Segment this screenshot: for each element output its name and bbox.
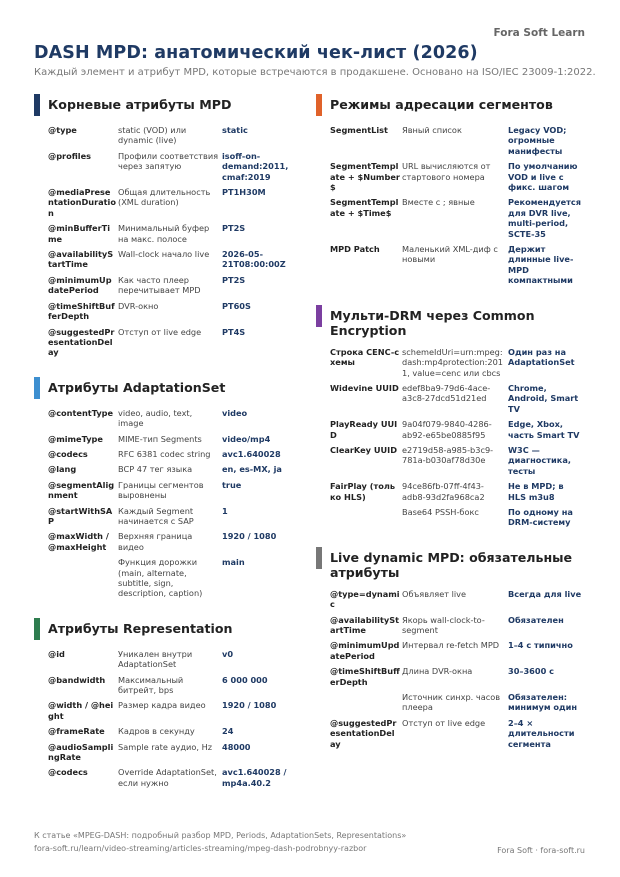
attribute-description: Каждый Segment начинается с SAP [118, 505, 194, 526]
attribute-description: Base64 PSSH-бокс [402, 506, 479, 517]
attribute-value: 1–4 с типично [508, 640, 573, 651]
attribute-description: Отступ от live edge [118, 326, 202, 337]
attribute-description: Кадров в секунду [118, 726, 195, 737]
attribute-description: 94ce86fb-07ff-4f43-adb8-93d2fa968ca2 [402, 481, 485, 502]
table-row [34, 506, 304, 532]
footer [34, 829, 406, 855]
attribute-value: avc1.640028 [222, 448, 281, 459]
section-accent-bar [316, 547, 322, 569]
attribute-value: Один раз на AdaptationSet [508, 346, 575, 368]
attribute-description: Как часто плеер перечитывает MPD [118, 274, 201, 296]
attribute-name: PlayReady UUID [330, 419, 398, 440]
attribute-name: @segmentAlignment [48, 479, 115, 501]
attribute-description: Минимальный буфер на макс. полосе [118, 223, 210, 244]
attribute-name: @maxWidth / @maxHeight [48, 531, 109, 552]
attribute-value: 6 000 000 [222, 674, 268, 685]
attribute-value: 24 [222, 726, 234, 737]
section-addressing [316, 94, 586, 291]
table-row [316, 161, 586, 197]
attribute-value: 1 [222, 505, 228, 516]
table-row [34, 726, 304, 741]
table-row [34, 464, 304, 479]
attribute-description: URL вычисляются от стартового номера [402, 161, 491, 182]
table-row [316, 197, 586, 244]
table-row [34, 275, 304, 301]
attribute-name: FairPlay (только HLS) [330, 481, 396, 502]
section-header [316, 305, 586, 338]
attribute-description: Длина DVR-окна [402, 666, 473, 677]
attribute-name: @profiles [48, 150, 92, 161]
attribute-value: static [222, 125, 248, 135]
attribute-description: Источник синхр. часов плеера [402, 692, 501, 713]
table-row [34, 480, 304, 506]
attribute-description: Явный список [402, 125, 462, 135]
attribute-name: @mimeType [48, 433, 103, 444]
attribute-name: @codecs [48, 448, 88, 459]
attribute-name: @timeShiftBufferDepth [330, 666, 400, 687]
attribute-value: PT2S [222, 223, 246, 234]
section-representation [34, 618, 304, 793]
left-column [34, 94, 304, 807]
attribute-table [34, 125, 304, 363]
table-row [34, 249, 304, 275]
attribute-value: 2–4 × длительности сегмента [508, 717, 575, 749]
attribute-name: @timeShiftBufferDepth [48, 300, 115, 322]
page-subtitle: Каждый элемент и атрибут MPD, которые встречаются в продакшене. Основано на ISO/IEC 23009-1:2022. [34, 67, 596, 78]
attribute-value: 30–3600 с [508, 666, 554, 677]
table-row [316, 718, 586, 754]
attribute-name: @startWithSAP [48, 505, 113, 526]
attribute-value: 48000 [222, 741, 251, 752]
attribute-value: 1920 / 1080 [222, 531, 277, 542]
section-header [316, 94, 586, 116]
table-row [316, 383, 586, 419]
attribute-value: PT60S [222, 300, 251, 311]
section-title: Атрибуты AdaptationSet [48, 379, 226, 395]
attribute-name: Widevine UUID [330, 382, 399, 393]
table-row [316, 481, 586, 507]
attribute-name: SegmentTemplate + $Time$ [330, 197, 399, 218]
table-row [34, 434, 304, 449]
attribute-description: RFC 6381 codec string [118, 448, 211, 459]
attribute-description: DVR-окно [118, 300, 159, 311]
section-header [34, 377, 304, 399]
section-title: Корневые атрибуты MPD [48, 97, 232, 112]
table-row [316, 589, 586, 615]
table-row [34, 742, 304, 768]
attribute-name [316, 507, 402, 533]
attribute-description: BCP 47 тег языка [118, 464, 193, 475]
attribute-name: @width / @height [48, 700, 114, 721]
attribute-description: Общая длительность (XML duration) [118, 187, 211, 208]
brand-label: Fora Soft Learn [493, 27, 585, 39]
section-title: Атрибуты Representation [48, 620, 233, 636]
attribute-value: W3C — диагностика, тесты [508, 444, 571, 476]
attribute-value: По умолчанию VOD и live с фикс. шагом [508, 161, 578, 193]
section-header [316, 547, 586, 580]
attribute-value: Рекомендуется для DVR live, multi-period, SCTE-35 [508, 197, 581, 239]
table-row [34, 767, 304, 793]
attribute-description: Объявляет live [402, 588, 467, 599]
footer-url: fora-soft.ru/learn/video-streaming/articles-streaming/mpeg-dash-podrobnyy-razbor [34, 844, 367, 853]
attribute-description: Якорь wall-clock-to-segment [402, 614, 485, 635]
attribute-description: Отступ от live edge [402, 717, 486, 728]
attribute-description: Sample rate аудио, Hz [118, 741, 213, 752]
section-title: Режимы адресации сегментов [330, 97, 553, 112]
attribute-description: Маленький XML-диф с новыми [402, 244, 498, 265]
attribute-name: @minimumUpdatePeriod [330, 640, 400, 661]
table-row [316, 347, 586, 383]
attribute-value: 2026-05-21T08:00:00Z [222, 249, 286, 270]
page-title: DASH MPD: анатомический чек-лист (2026) [34, 43, 478, 63]
attribute-name [316, 692, 402, 718]
attribute-description: Границы сегментов выровнены [118, 479, 204, 501]
attribute-value: Legacy VOD; огромные манифесты [508, 125, 567, 156]
attribute-description: 9a04f079-9840-4286-ab92-e65be0885f95 [402, 419, 492, 440]
attribute-value: video/mp4 [222, 433, 271, 444]
section-root [34, 94, 304, 363]
attribute-name: @id [48, 648, 65, 659]
attribute-description: static (VOD) или dynamic (live) [118, 125, 187, 146]
table-row [316, 640, 586, 666]
attribute-description: Профили соответствия через запятую [118, 150, 219, 172]
table-row [34, 327, 304, 363]
footer-brand: Fora Soft · fora-soft.ru [497, 846, 585, 855]
attribute-table [316, 125, 586, 291]
table-row [316, 666, 586, 692]
attribute-description: Размер кадра видео [118, 700, 206, 711]
footer-article: К статье «MPEG-DASH: подробный разбор MPD, Periods, AdaptationSets, Representations» [34, 831, 407, 840]
attribute-description: schemeIdUri=urn:mpeg:dash:mp4protection:2011, value=cenc или cbcs [402, 346, 504, 378]
table-row [316, 419, 586, 445]
table-row [316, 125, 586, 161]
attribute-name: @codecs [48, 767, 88, 778]
attribute-name: @availabilityStartTime [48, 249, 114, 270]
table-row [34, 151, 304, 187]
attribute-description: Wall-clock начало live [118, 249, 210, 260]
attribute-value: v0 [222, 648, 234, 659]
attribute-value: true [222, 479, 242, 490]
table-row [34, 449, 304, 464]
section-title: Мульти-DRM через Common Encryption [330, 307, 535, 338]
section-header [34, 618, 304, 640]
attribute-value: PT4S [222, 326, 246, 337]
table-row [34, 301, 304, 327]
table-row [316, 507, 586, 533]
attribute-value: Держит длинные live-MPD компактными [508, 244, 574, 286]
attribute-description: MIME-тип Segments [118, 433, 202, 444]
attribute-description: Функция дорожки (main, alternate, subtitle, sign, description, caption) [118, 557, 203, 599]
table-row [316, 692, 586, 718]
table-row [316, 445, 586, 481]
section-accent-bar [34, 94, 40, 116]
attribute-table [316, 347, 586, 533]
attribute-name: @type=dynamic [330, 588, 400, 610]
table-row [34, 675, 304, 701]
table-row [34, 408, 304, 434]
attribute-name: @bandwidth [48, 674, 106, 685]
attribute-name: SegmentTemplate + $Number$ [330, 161, 400, 193]
attribute-name: @frameRate [48, 726, 105, 737]
table-row [316, 615, 586, 641]
table-row [34, 187, 304, 223]
attribute-name: ClearKey UUID [330, 444, 398, 455]
attribute-value: en, es-MX, ja [222, 464, 282, 475]
section-drm [316, 305, 586, 533]
table-row [34, 223, 304, 249]
attribute-name: @suggestedPresentationDelay [330, 717, 397, 749]
attribute-name: @lang [48, 464, 77, 475]
attribute-description: edef8ba9-79d6-4ace-a3c8-27dcd51d21ed [402, 382, 491, 404]
attribute-name: @minimumUpdatePeriod [48, 274, 112, 296]
attribute-table [316, 589, 586, 754]
attribute-value: PT2S [222, 274, 246, 285]
attribute-name: @availabilityStartTime [330, 614, 400, 635]
attribute-description: e2719d58-a985-b3c9-781a-b030af78d30e [402, 444, 494, 466]
section-accent-bar [316, 94, 322, 116]
table-row [34, 700, 304, 726]
table-row [34, 649, 304, 675]
table-row [34, 557, 304, 604]
attribute-value: Не в MPD; в HLS m3u8 [508, 481, 564, 502]
attribute-name: @suggestedPresentationDelay [48, 326, 115, 358]
attribute-table [34, 649, 304, 793]
attribute-name [34, 557, 118, 604]
attribute-value: Обязателен: минимум один [508, 692, 578, 713]
attribute-value: avc1.640028 / mp4a.40.2 [222, 767, 287, 788]
attribute-value: Обязателен [508, 614, 564, 625]
attribute-name: SegmentList [330, 125, 388, 135]
section-accent-bar [34, 618, 40, 640]
attribute-name: @audioSamplingRate [48, 741, 114, 763]
attribute-name: Строка CENC-схемы [330, 346, 400, 368]
attribute-value: PT1H30M [222, 187, 266, 198]
attribute-name: @type [48, 125, 77, 135]
section-accent-bar [34, 377, 40, 399]
attribute-description: video, audio, text, image [118, 407, 193, 429]
attribute-value: По одному на DRM-систему [508, 506, 573, 528]
right-column [316, 94, 586, 768]
table-row [34, 531, 304, 557]
attribute-name: @mediaPresentationDuration [48, 187, 116, 218]
section-title: Live dynamic MPD: обязательные атрибуты [330, 549, 573, 580]
section-header [34, 94, 304, 116]
attribute-description: Вместе с ; явные [402, 197, 475, 208]
attribute-value: 1920 / 1080 [222, 700, 277, 711]
attribute-name: @contentType [48, 407, 114, 418]
attribute-value: video [222, 407, 248, 418]
table-row [34, 125, 304, 151]
attribute-description: Верхняя граница видео [118, 531, 193, 552]
attribute-description: Интервал re-fetch MPD [402, 640, 500, 651]
attribute-value: Chrome, Android, Smart TV [508, 382, 579, 414]
attribute-description: Уникален внутри AdaptationSet [118, 648, 193, 670]
attribute-name: @minBufferTime [48, 223, 111, 244]
attribute-table [34, 408, 304, 604]
attribute-name: MPD Patch [330, 244, 380, 255]
attribute-description: Override AdaptationSet, если нужно [118, 767, 217, 788]
attribute-value: isoff-on-demand:2011, cmaf:2019 [222, 150, 289, 182]
table-row [316, 244, 586, 291]
attribute-description: Максимальный битрейт, bps [118, 674, 184, 696]
attribute-value: main [222, 557, 245, 568]
attribute-value: Edge, Xbox, часть Smart TV [508, 419, 580, 440]
section-adaptation [34, 377, 304, 604]
attribute-value: Всегда для live [508, 588, 582, 599]
section-live [316, 547, 586, 754]
section-accent-bar [316, 305, 322, 327]
